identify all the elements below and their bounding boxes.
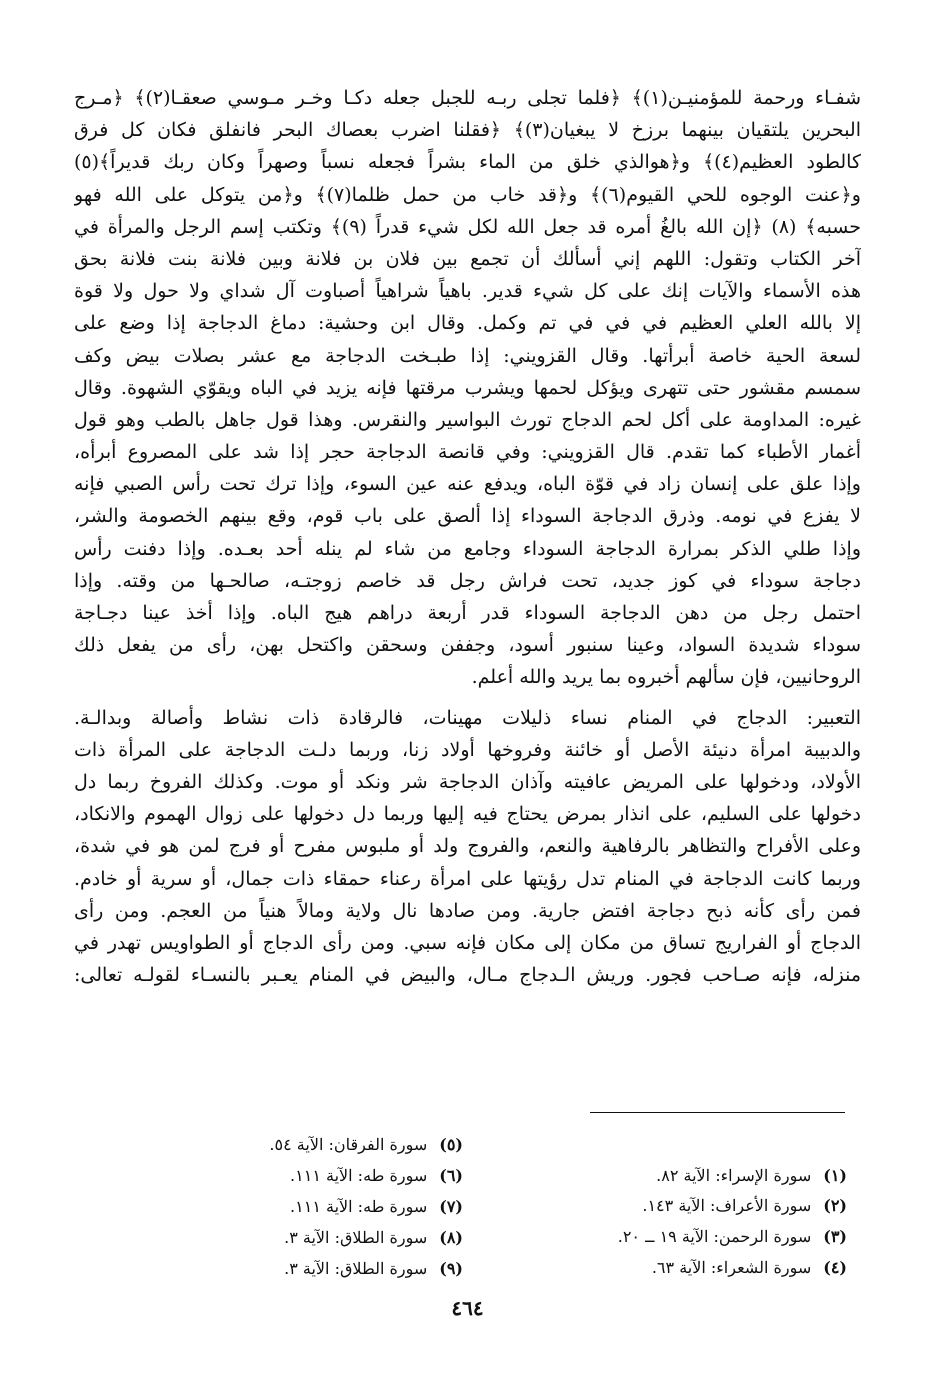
footnote-text: سورة الشعراء: الآية ٦٣.: [651, 1258, 812, 1277]
text-line: حسبه﴾ (٨) ﴿إن الله بالغُ أمره قد جعل الله لكل شيء قدراً (٩)﴾ وتكتب إسم الرجل والمرأة في: [74, 215, 861, 238]
text-line: آخر الكتاب وتقول: اللهم إني أسألك أن تجمع بين فلان بن فلانة وبين فلانة بنت فلانة بحق: [74, 247, 861, 270]
paragraph-gap: [74, 694, 861, 702]
text-line: هذه الأسماء والآيات إنك على كل شيء قدير. باهياً شراهياً أصباوت آل شداي ولا حول ولا قوة: [74, 280, 861, 303]
footnote-number: (٤): [823, 1258, 847, 1277]
footnote-1: [656, 1161, 847, 1191]
footnote-number: (٢): [823, 1196, 847, 1215]
footnote-2: [642, 1191, 847, 1221]
footnote-3: [618, 1222, 847, 1252]
footnote-number: (٣): [823, 1227, 847, 1246]
text-line: التعبير: الدجاج في المنام نساء ذليلات مهينات، فالرقادة ذات نشاط وأصالة وبدالـة.: [74, 706, 861, 729]
text-line: البحرين يلتقيان بينهما برزخ لا يبغيان(٣)﴾ ﴿فقلنا اضرب بعصاك البحر فانفلق فكان كل فرق: [74, 119, 861, 142]
footnote-number: (١): [823, 1166, 847, 1185]
text-line: فمن رأى كأنه ذبح دجاجة افتض جارية. ومن صادها نال ولاية ومالاً هنياً من العجم. ومن رأى: [74, 899, 861, 922]
text-line: سمسم مقشور حتى تتهرى ويؤكل لحمها ويشرب مرقتها فإنه يزيد في الباه ويقوّي الشهوة. وقال: [74, 376, 861, 399]
footnote-4: [652, 1253, 847, 1283]
text-line: إلا بالله العلي العظيم في في في تم وكمل. وقال ابن وحشية: دماغ الدجاجة إذا وضع على: [74, 312, 861, 335]
footnote-6: [290, 1161, 463, 1191]
footnote-text: سورة الطلاق: الآية ٣.: [284, 1259, 428, 1278]
text-line: غيره: المداومة على أكل لحم الدجاج تورث البواسير والنقرس. وهذا قول جاهل بالطب وهو قول: [74, 408, 861, 431]
text-line: وإذا طلي الذكر بمرارة الدجاجة السوداء وجامع من شاء لم ينله أحد بعـده. وإذا دفنت رأس: [74, 537, 861, 560]
footnote-5: [269, 1130, 463, 1160]
text-line: دجاجة سوداء في كوز جديد، تحت فراش رجل قد خاصم زوجتـه، صالحـها من وقته. وإذا: [74, 569, 861, 592]
text-line: و﴿عنت الوجوه للحي القيوم(٦)﴾ و﴿قد خاب من حمل ظلما(٧)﴾ و﴿من يتوكل على الله فهو: [74, 183, 861, 206]
text-line: لسعة الحية خاصة أبرأتها. وقال القزويني: إذا طبـخت الدجاجة مع عشر بصلات بيض وكف: [74, 344, 861, 367]
text-line: شفـاء ورحمة للمؤمنيـن(١)﴾ ﴿فلما تجلى ربـه للجبل جعله دكـا وخـر مـوسي صعقـا(٢)﴾ ﴿مـرج: [74, 87, 861, 109]
footnote-text: سورة طه: الآية ١١١.: [290, 1197, 428, 1216]
text-line: وإذا علق على إنسان زاد في قوّة الباه، ويدفع عنه عين السوء، وإذا ترك تحت رأس الصبي فإنه: [74, 473, 861, 496]
footnote-text: سورة الفرقان: الآية ٥٤.: [269, 1135, 428, 1154]
main-text: [74, 82, 861, 991]
footnote-separator: [590, 1112, 845, 1113]
text-line: الروحانيين، فإن سألهم أخبروه بما يريد والله أعلم.: [471, 666, 861, 689]
page-number: ٤٦٤: [451, 1296, 484, 1320]
footnote-text: سورة الأعراف: الآية ١٤٣.: [642, 1196, 812, 1215]
footnote-8: [284, 1223, 463, 1253]
text-line: دخولها على السليم، على انذار بمرض يحتاج فيه إليها وربما دل دخولها على زوال الهموم والانكاد،: [74, 803, 861, 826]
footnote-number: (٩): [439, 1259, 463, 1278]
text-line: سوداء شديدة السواد، وعينا سنبور أسود، وجففن وسحقن واكتحل بهن، رأى من يفعل ذلك: [74, 634, 861, 657]
footnote-text: سورة الإسراء: الآية ٨٢.: [656, 1166, 812, 1185]
paragraph-2: [74, 702, 861, 992]
footnote-text: سورة طه: الآية ١١١.: [290, 1166, 428, 1185]
text-line: الدجاج أو الفراريج تساق من مكان إلى مكان فإنه سبي. ومن رأى الدجاج أو الطواويس تهدر في: [74, 931, 861, 954]
text-line: منزله، فإنه صـاحب فجور. وريش الـدجاج مـال، والبيض في المنام يعـبر بالنسـاء لقولـه تعالى:: [74, 964, 861, 987]
footnote-text: سورة الرحمن: الآية ١٩ ــ ٢٠.: [617, 1227, 812, 1246]
text-line: أغمار الأطباء كما تقدم. قال القزويني: وفي قانصة الدجاجة حجر إذا شد على المصروع أبرأه،: [74, 441, 861, 464]
footnote-text: سورة الطلاق: الآية ٣.: [284, 1228, 428, 1247]
text-line: الأولاد، ودخولها على المريض عافيته وآذان الدجاجة شر ونكد أو موت. وكذلك الفروخ ربما دل: [74, 770, 861, 793]
footnote-9: [284, 1254, 463, 1284]
footnote-number: (٨): [439, 1228, 463, 1247]
text-line: وعلى الأفراح والتظاهر بالرفاهية والنعم، والفروج ولد أو ملبوس مفرح أو فرج لمن هو في شدة،: [74, 835, 861, 858]
footnote-7: [290, 1192, 463, 1222]
text-line: وربما كانت الدجاجة في المنام تدل رؤيتها على امرأة رعناء حمقاء ذات جمال، أو سرية أو خادم.: [74, 867, 861, 890]
text-line: والدبيبة امرأة دنيئة الأصل أو خائنة وفروخها أولاد زنا، وربما دلـت الدجاجة على المرأة ذات: [74, 738, 861, 761]
footnote-number: (٥): [439, 1135, 463, 1154]
text-line: كالطود العظيم(٤)﴾ و﴿هوالذي خلق من الماء بشراً فجعله نسباً وصهراً وكان ربك قديراً﴾(٥): [74, 151, 861, 174]
text-line: احتمل رجل من دهن الدجاجة السوداء قدر أربعة دراهم هيج الباه. وإذا أخذ عينا دجـاجة: [74, 602, 861, 624]
footnote-number: (٦): [439, 1166, 463, 1185]
paragraph-1: [74, 82, 861, 694]
text-line: لا يفزع في نومه. وذرق الدجاجة السوداء إذا ألصق على باب قوم، وقع بينهم الخصومة والشر،: [74, 505, 861, 528]
footnote-number: (٧): [439, 1197, 463, 1216]
